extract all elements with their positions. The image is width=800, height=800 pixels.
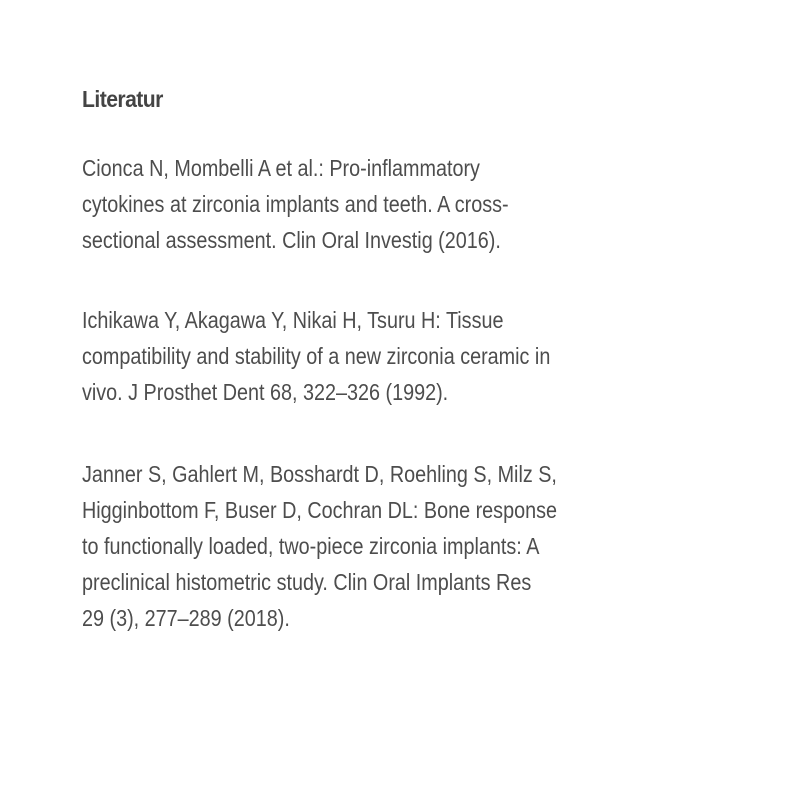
reference-line: cytokines at zirconia implants and teeth. A cross- <box>82 191 509 217</box>
reference-line: Ichikawa Y, Akagawa Y, Nikai H, Tsuru H: Tissue <box>82 307 504 333</box>
reference-line: Janner S, Gahlert M, Bosshardt D, Roehling S, Milz S, <box>82 461 557 487</box>
reference-item <box>82 456 557 636</box>
reference-line: compatibility and stability of a new zirconia ceramic in <box>82 343 551 369</box>
page-heading: Literatur <box>82 86 163 112</box>
reference-line: vivo. J Prosthet Dent 68, 322–326 (1992). <box>82 379 449 405</box>
reference-item <box>82 150 509 258</box>
reference-line: preclinical histometric study. Clin Oral Implants Res <box>82 569 532 595</box>
reference-item <box>82 302 550 410</box>
reference-line: Higginbottom F, Buser D, Cochran DL: Bone response <box>82 497 557 523</box>
reference-line: to functionally loaded, two-piece zirconia implants: A <box>82 533 540 559</box>
reference-line: sectional assessment. Clin Oral Investig (2016). <box>82 227 501 253</box>
reference-line: 29 (3), 277–289 (2018). <box>82 605 290 631</box>
reference-line: Cionca N, Mombelli A et al.: Pro-inflammatory <box>82 155 480 181</box>
